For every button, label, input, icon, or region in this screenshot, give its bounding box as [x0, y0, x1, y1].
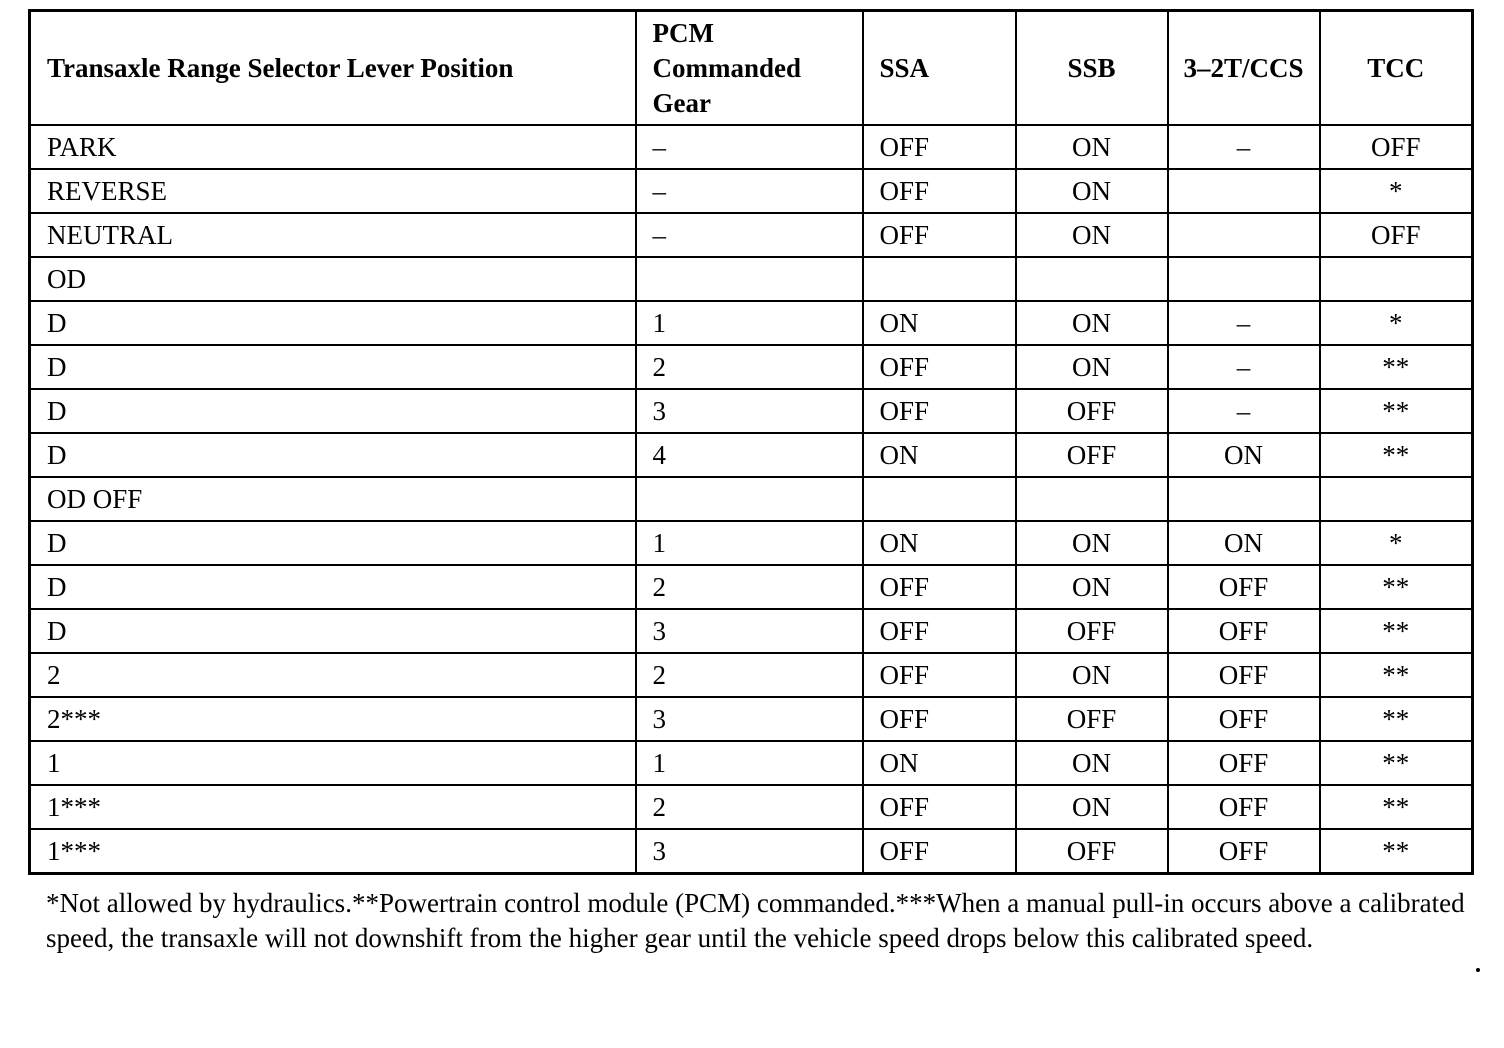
cell-lever-position: D — [30, 345, 636, 389]
cell-ssa: OFF — [863, 389, 1016, 433]
table-row — [30, 477, 1473, 521]
cell-pcm-gear: 4 — [636, 433, 863, 477]
table-row — [30, 433, 1473, 477]
cell-tcc — [1320, 257, 1473, 301]
cell-lever-position: D — [30, 565, 636, 609]
table-footnote: *Not allowed by hydraulics.**Powertrain control module (PCM) commanded.***When a manual pull-in occurs above a calibrated speed, the transaxle will not downshift from the higher gear until the vehicle speed drops below this calibrated speed. — [46, 888, 1465, 953]
cell-ssb: ON — [1016, 785, 1168, 829]
cell-ssb: OFF — [1016, 433, 1168, 477]
cell-ssb: ON — [1016, 345, 1168, 389]
table-row — [30, 345, 1473, 389]
table-row — [30, 213, 1473, 257]
cell-tcc: OFF — [1320, 213, 1473, 257]
table-row — [30, 785, 1473, 829]
table-row — [30, 301, 1473, 345]
table-row — [30, 653, 1473, 697]
cell-tcc: ** — [1320, 433, 1473, 477]
solenoid-application-table — [28, 9, 1474, 875]
cell-pcm-gear: 3 — [636, 829, 863, 874]
cell-3-2-tccs: OFF — [1168, 653, 1320, 697]
header-pcm-commanded-gear: PCM Commanded Gear — [636, 11, 863, 126]
cell-pcm-gear: 3 — [636, 609, 863, 653]
table-row — [30, 741, 1473, 785]
cell-lever-position: 1*** — [30, 785, 636, 829]
header-3-2-tccs: 3–2T/CCS — [1168, 11, 1320, 126]
cell-tcc: ** — [1320, 829, 1473, 874]
table-row — [30, 257, 1473, 301]
cell-3-2-tccs — [1168, 169, 1320, 213]
table-row — [30, 829, 1473, 874]
cell-ssa: OFF — [863, 609, 1016, 653]
cell-lever-position: PARK — [30, 125, 636, 169]
cell-tcc: * — [1320, 521, 1473, 565]
cell-pcm-gear: – — [636, 213, 863, 257]
cell-pcm-gear — [636, 257, 863, 301]
table-row — [30, 169, 1473, 213]
header-ssb: SSB — [1016, 11, 1168, 126]
cell-3-2-tccs: ON — [1168, 433, 1320, 477]
cell-ssa: OFF — [863, 829, 1016, 874]
cell-ssb: OFF — [1016, 609, 1168, 653]
cell-tcc: ** — [1320, 345, 1473, 389]
cell-tcc: * — [1320, 301, 1473, 345]
cell-3-2-tccs: OFF — [1168, 829, 1320, 874]
table-row — [30, 521, 1473, 565]
cell-tcc — [1320, 477, 1473, 521]
cell-tcc: ** — [1320, 389, 1473, 433]
cell-ssa: ON — [863, 521, 1016, 565]
cell-ssb: OFF — [1016, 697, 1168, 741]
cell-lever-position: 1 — [30, 741, 636, 785]
cell-ssb: ON — [1016, 521, 1168, 565]
cell-tcc: ** — [1320, 609, 1473, 653]
table-row — [30, 389, 1473, 433]
cell-3-2-tccs: OFF — [1168, 785, 1320, 829]
cell-lever-position: D — [30, 609, 636, 653]
cell-lever-position: OD OFF — [30, 477, 636, 521]
cell-ssa: OFF — [863, 169, 1016, 213]
cell-lever-position: REVERSE — [30, 169, 636, 213]
cell-lever-position: 2*** — [30, 697, 636, 741]
cell-tcc: ** — [1320, 653, 1473, 697]
cell-pcm-gear: 2 — [636, 565, 863, 609]
cell-lever-position: OD — [30, 257, 636, 301]
cell-3-2-tccs: ON — [1168, 521, 1320, 565]
table-row — [30, 609, 1473, 653]
cell-ssb: ON — [1016, 741, 1168, 785]
cell-3-2-tccs: – — [1168, 345, 1320, 389]
table-row — [30, 697, 1473, 741]
cell-ssa: OFF — [863, 697, 1016, 741]
cell-pcm-gear: 1 — [636, 301, 863, 345]
cell-ssa: ON — [863, 433, 1016, 477]
cell-tcc: ** — [1320, 741, 1473, 785]
cell-ssb: ON — [1016, 565, 1168, 609]
cell-ssa — [863, 477, 1016, 521]
header-tcc: TCC — [1320, 11, 1473, 126]
cell-pcm-gear: 2 — [636, 345, 863, 389]
cell-ssa: OFF — [863, 213, 1016, 257]
cell-ssa: OFF — [863, 785, 1016, 829]
cell-ssa: OFF — [863, 565, 1016, 609]
cell-pcm-gear: – — [636, 125, 863, 169]
cell-pcm-gear: 1 — [636, 521, 863, 565]
cell-ssa: ON — [863, 741, 1016, 785]
cell-lever-position: NEUTRAL — [30, 213, 636, 257]
cell-3-2-tccs: OFF — [1168, 741, 1320, 785]
cell-3-2-tccs: OFF — [1168, 697, 1320, 741]
cell-ssa: ON — [863, 301, 1016, 345]
cell-ssb: OFF — [1016, 389, 1168, 433]
cell-3-2-tccs: – — [1168, 301, 1320, 345]
cell-ssa — [863, 257, 1016, 301]
cell-ssb: ON — [1016, 301, 1168, 345]
cell-ssb: OFF — [1016, 829, 1168, 874]
cell-pcm-gear: 3 — [636, 697, 863, 741]
table-header-row — [30, 11, 1473, 126]
cell-pcm-gear: 2 — [636, 785, 863, 829]
cell-3-2-tccs: – — [1168, 125, 1320, 169]
cell-ssb: ON — [1016, 213, 1168, 257]
cell-tcc: ** — [1320, 785, 1473, 829]
cell-3-2-tccs — [1168, 477, 1320, 521]
cell-3-2-tccs: OFF — [1168, 609, 1320, 653]
cell-3-2-tccs: OFF — [1168, 565, 1320, 609]
cell-tcc: ** — [1320, 565, 1473, 609]
table-row — [30, 125, 1473, 169]
cell-lever-position: 2 — [30, 653, 636, 697]
cell-ssb: ON — [1016, 125, 1168, 169]
cell-ssa: OFF — [863, 653, 1016, 697]
cell-pcm-gear: 3 — [636, 389, 863, 433]
cell-lever-position: D — [30, 389, 636, 433]
header-ssa: SSA — [863, 11, 1016, 126]
cell-ssb: ON — [1016, 653, 1168, 697]
cell-pcm-gear: – — [636, 169, 863, 213]
cell-ssb: ON — [1016, 169, 1168, 213]
cell-lever-position: D — [30, 433, 636, 477]
cell-3-2-tccs — [1168, 257, 1320, 301]
cell-lever-position: D — [30, 521, 636, 565]
cell-tcc: ** — [1320, 697, 1473, 741]
cell-tcc: * — [1320, 169, 1473, 213]
cell-3-2-tccs — [1168, 213, 1320, 257]
cell-pcm-gear: 1 — [636, 741, 863, 785]
cell-ssa: OFF — [863, 125, 1016, 169]
cell-lever-position: D — [30, 301, 636, 345]
cell-pcm-gear — [636, 477, 863, 521]
cell-lever-position: 1*** — [30, 829, 636, 874]
scan-speck — [1476, 968, 1480, 972]
cell-3-2-tccs: – — [1168, 389, 1320, 433]
cell-ssb — [1016, 257, 1168, 301]
cell-ssb — [1016, 477, 1168, 521]
cell-pcm-gear: 2 — [636, 653, 863, 697]
cell-tcc: OFF — [1320, 125, 1473, 169]
cell-ssa: OFF — [863, 345, 1016, 389]
header-lever-position: Transaxle Range Selector Lever Position — [30, 11, 636, 126]
table-row — [30, 565, 1473, 609]
